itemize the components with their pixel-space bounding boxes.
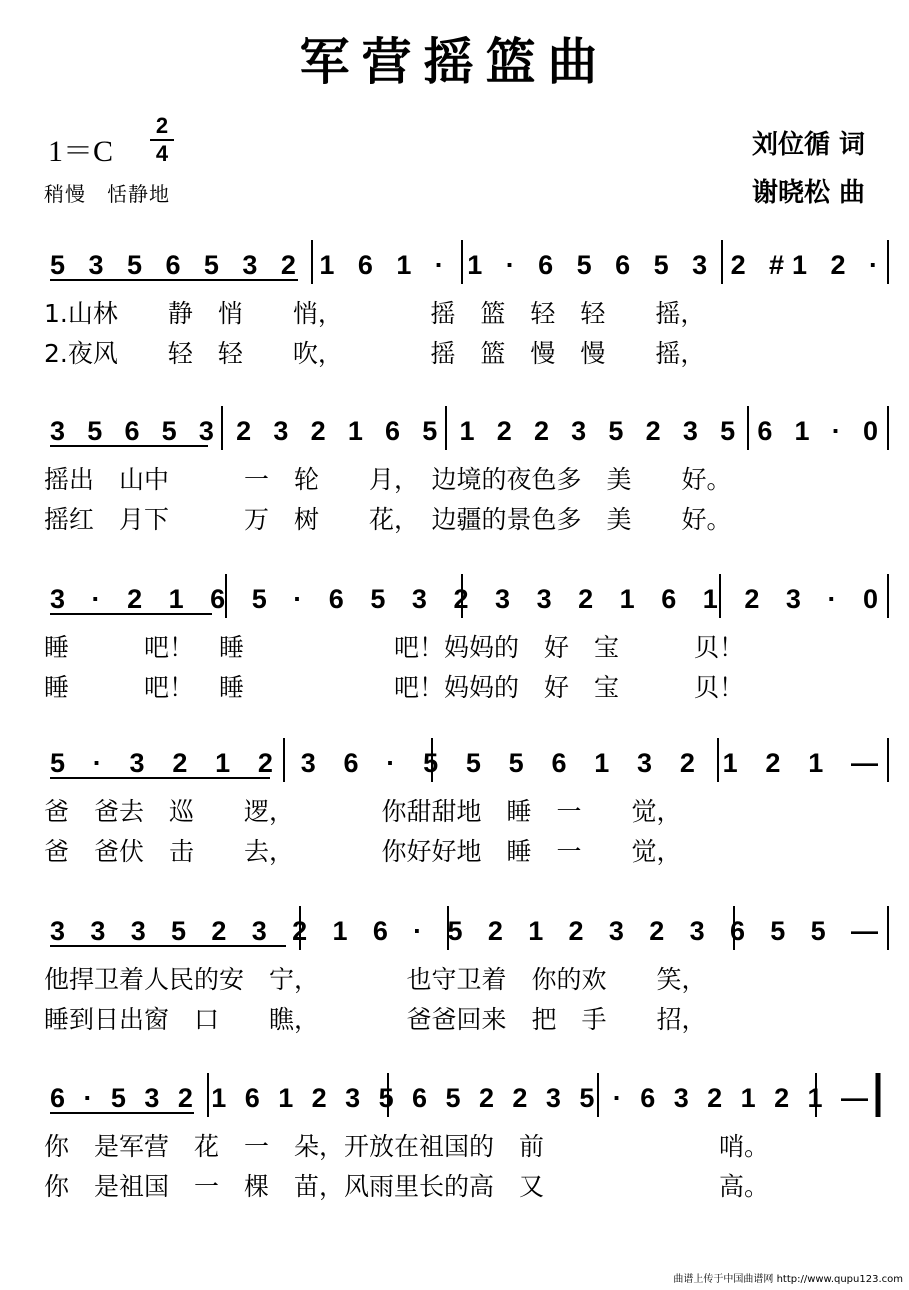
notation-line <box>0 898 909 958</box>
jianpu-notes: 5 3 5 6 5 3 2 1 6 1 · 1 · 6 5 6 5 3 2 #1 2 · <box>50 250 879 280</box>
jianpu-notes: 3 5 6 5 3 2 3 2 1 6 5 1 2 2 3 5 2 3 5 6 1 · 0 <box>50 416 879 446</box>
lyric-line-2: 爸 爸伏 击 去， 你好好地 睡 一 觉， <box>44 837 682 866</box>
score-system <box>0 232 909 392</box>
composer-credit: 谢晓松 曲 <box>751 178 865 208</box>
score-system <box>0 398 909 558</box>
notation-line <box>0 730 909 790</box>
time-signature-bottom: 4 <box>155 141 169 166</box>
lyric-line-1: 摇出 山中 一 轮 月， 边境的夜色多 美 好。 <box>44 465 732 494</box>
lyric-line-2: 睡到日出窗 口 瞧， 爸爸回来 把 手 招， <box>44 1005 707 1034</box>
score-system <box>0 898 909 1058</box>
watermark-footer: 曲谱上传于中国曲谱网 http://www.qupu123.com <box>673 1274 903 1285</box>
score-system <box>0 1065 909 1225</box>
lyric-line-2: 你 是祖国 一 棵 苗，风雨里长的高 又 高。 <box>44 1172 770 1201</box>
lyric-line-1: 睡 吧！ 睡 吧！妈妈的 好 宝 贝！ <box>44 633 745 662</box>
notation-line <box>0 232 909 292</box>
lyric-line-2: 睡 吧！ 睡 吧！妈妈的 好 宝 贝！ <box>44 673 745 702</box>
notation-line <box>0 566 909 626</box>
time-signature-top: 2 <box>155 113 169 138</box>
song-title: 军营摇篮曲 <box>299 32 610 91</box>
jianpu-notes: 3 3 3 5 2 3 2 1 6 · 5 2 1 2 3 2 3 6 5 5 — <box>50 916 878 946</box>
tempo-marking: 稍慢 恬静地 <box>44 182 170 206</box>
score-system <box>0 566 909 726</box>
notation-line <box>0 1065 909 1125</box>
lyric-line-1: 你 是军营 花 一 朵，开放在祖国的 前 哨。 <box>44 1132 770 1161</box>
lyric-line-1: 他捍卫着人民的安 宁， 也守卫着 你的欢 笑， <box>44 965 707 994</box>
key-signature: 1＝C <box>48 135 114 168</box>
jianpu-notes: 6 · 5 3 2 1 6 1 2 3 5 6 5 2 2 3 5 · 6 3 2 1 2 1 — <box>50 1083 868 1113</box>
lyric-line-1: 爸 爸去 巡 逻， 你甜甜地 睡 一 觉， <box>44 797 682 826</box>
time-signature <box>150 114 174 166</box>
lyric-line-1: 1.山林 静 悄 悄， 摇 篮 轻 轻 摇， <box>44 299 706 328</box>
jianpu-notes: 5 · 3 2 1 2 3 6 · 5 5 5 6 1 3 2 1 2 1 — <box>50 748 879 778</box>
lyricist-credit: 刘位循 词 <box>751 130 865 160</box>
jianpu-notes: 3 · 2 1 6 5 · 6 5 3 2 3 3 2 1 6 1 2 3 · 0 <box>50 584 878 614</box>
score-system <box>0 730 909 890</box>
notation-line <box>0 398 909 458</box>
lyric-line-2: 摇红 月下 万 树 花， 边疆的景色多 美 好。 <box>44 505 732 534</box>
lyric-line-2: 2.夜风 轻 轻 吹， 摇 篮 慢 慢 摇， <box>44 339 706 368</box>
